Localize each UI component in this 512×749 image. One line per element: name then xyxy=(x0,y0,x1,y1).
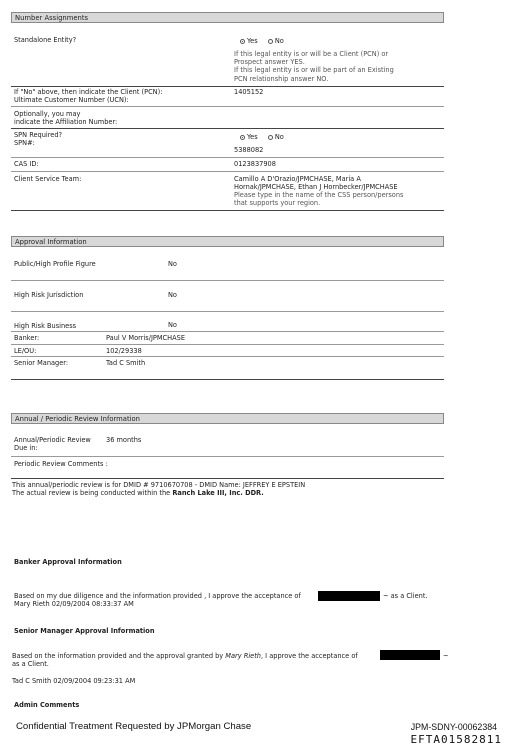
senior-manager-value: Tad C Smith xyxy=(106,359,146,367)
confidential-footer: Confidential Treatment Requested by JPMorgan Chase xyxy=(16,721,252,732)
senior-approval-header: Senior Manager Approval Information xyxy=(14,627,155,635)
divider xyxy=(11,128,444,129)
spn-no-radio[interactable] xyxy=(268,135,273,140)
standalone-no-radio[interactable] xyxy=(268,39,273,44)
number-assignments-header: Number Assignments xyxy=(11,12,444,23)
banker-value: Paul V Morris/JPMCHASE xyxy=(106,334,185,342)
affiliation-label: Optionally, you may indicate the Affiliation Number: xyxy=(14,110,118,127)
divider xyxy=(11,344,444,345)
high-risk-business-value: No xyxy=(168,321,177,329)
high-risk-business-label: High Risk Business xyxy=(14,322,77,330)
annual-review-header: Annual / Periodic Review Information xyxy=(11,413,444,424)
banker-label: Banker: xyxy=(14,334,40,342)
ranch-line: The actual review is being conducted within the Ranch Lake III, Inc. DDR. xyxy=(12,489,264,497)
standalone-yes-radio[interactable] xyxy=(240,39,245,44)
senior-approval-text: Based on the information provided and the approval granted by Mary Rieth, I approve the acceptance of xyxy=(12,652,358,660)
approval-information-header: Approval Information xyxy=(11,236,444,247)
standalone-no-label: No xyxy=(274,37,284,45)
senior-manager-label: Senior Manager: xyxy=(14,359,69,367)
admin-comments-header: Admin Comments xyxy=(14,701,80,709)
spn-no-label: No xyxy=(274,133,284,141)
standalone-entity-radio-group[interactable] xyxy=(240,37,284,45)
divider xyxy=(11,311,444,312)
redaction-box xyxy=(380,650,440,660)
spn-label: SPN Required? SPN#: xyxy=(14,131,63,148)
periodic-review-comments-label: Periodic Review Comments : xyxy=(14,460,108,468)
spn-yes-label: Yes xyxy=(247,133,258,141)
high-risk-jurisdiction-label: High Risk Jurisdiction xyxy=(14,291,84,299)
divider xyxy=(11,478,444,479)
banker-approval-header: Banker Approval Information xyxy=(14,558,122,566)
banker-signature: Mary Rieth 02/09/2004 08:33:37 AM xyxy=(14,600,134,608)
client-service-team-label: Client Service Team: xyxy=(14,175,82,183)
divider xyxy=(11,106,444,107)
pcn-value: 1405152 xyxy=(234,88,264,96)
senior-approval-tilde: ~ xyxy=(443,652,449,660)
divider xyxy=(11,280,444,281)
banker-approval-suffix: ~ as a Client. xyxy=(383,592,428,600)
redaction-box xyxy=(318,591,380,601)
bates-number: JPM-SDNY-00062384 xyxy=(410,722,497,732)
cas-id-value: 0123837908 xyxy=(234,160,276,168)
spn-yes-radio[interactable] xyxy=(240,135,245,140)
dmid-line: This annual/periodic review is for DMID # 9710670708 - DMID Name: JEFFREY E EPSTEIN xyxy=(12,481,306,489)
standalone-help-text: If this legal entity is or will be a Client (PCN) or Prospect answer YES. If this legal entity is or will be part of an Existing PCN relationship answer NO. xyxy=(234,50,394,83)
standalone-yes-label: Yes xyxy=(247,37,258,45)
senior-approval-suffix: as a Client. xyxy=(12,660,49,668)
divider xyxy=(11,157,444,158)
review-due-value: 36 months xyxy=(106,436,142,444)
high-risk-jurisdiction-value: No xyxy=(168,291,177,299)
public-figure-label: Public/High Profile Figure xyxy=(14,260,96,268)
divider xyxy=(11,379,444,380)
divider xyxy=(11,210,444,211)
senior-signature: Tad C Smith 02/09/2004 09:23:31 AM xyxy=(12,677,136,685)
review-due-label: Annual/Periodic Review Due in: xyxy=(14,436,91,453)
efta-number: EFTA01582811 xyxy=(410,733,502,746)
pcn-label: If "No" above, then indicate the Client (PCN): Ultimate Customer Number (UCN): xyxy=(14,88,163,105)
divider xyxy=(11,86,444,87)
divider xyxy=(11,171,444,172)
standalone-entity-label: Standalone Entity? xyxy=(14,36,77,44)
spn-radio-group[interactable] xyxy=(240,133,284,141)
cas-id-label: CAS ID: xyxy=(14,160,39,168)
divider xyxy=(11,456,444,457)
le-ou-label: LE/OU: xyxy=(14,347,37,355)
divider xyxy=(11,356,444,357)
public-figure-value: No xyxy=(168,260,177,268)
divider xyxy=(11,331,444,332)
banker-approval-text: Based on my due diligence and the information provided , I approve the acceptance of xyxy=(14,592,301,600)
spn-value: 5388082 xyxy=(234,146,264,154)
client-service-team-help: Please type in the name of the CSS person/persons that supports your region. xyxy=(234,191,404,208)
client-service-team-value: Camillo A D'Orazio/JPMCHASE, Maria A Hornak/JPMCHASE, Ethan J Hornbecker/JPMCHASE xyxy=(234,175,398,192)
le-ou-value: 102/29338 xyxy=(106,347,142,355)
